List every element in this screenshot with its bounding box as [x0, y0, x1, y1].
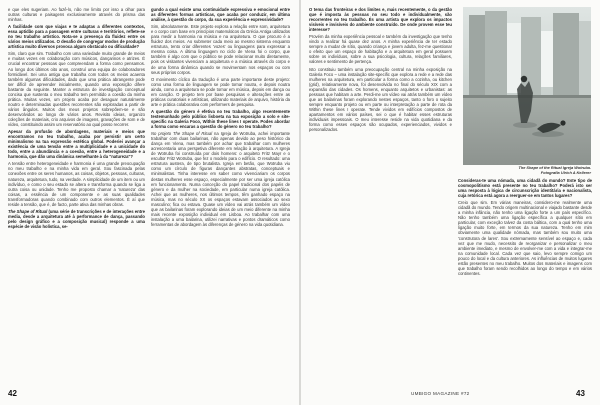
page-number-left: 42	[8, 389, 17, 398]
left-page	[0, 0, 299, 405]
page-number-right: 43	[576, 389, 585, 398]
right-page-column-2	[458, 178, 592, 380]
interview-question: A questão do género é efetiva no teu trabalho, algo recentemente testemunhado pelo público lisboeta na tua exposição a solo e site-specific na Galeria Foco, Within these lines I operate. Podes abordar a forma como encaras a questão do género no teu trabalho?	[151, 108, 290, 130]
paragraph-text: (uma série de transcrições e de interações entre media, desde a arquitetura até à performance de dança, passando pelo design gráfico e a composição musical) responde a uma espécie de visão holística, se-	[8, 208, 145, 229]
interview-answer: A tensão entre heterogeneidade e harmonia é uma grande preocupação no meu trabalho e na minha vida em geral. Sou fascinada pelas conexões entre os seres humanos, as coisas, objetos, pessoas, culturas, natureza, arquitetura, tudo, na verdade. A simplicidade de um item ou um indivíduo, e como o seu estado se altera e transforma quando se liga a outra coisa ou unidade. Tenho me proposto chamar a 'natureza' das coisas, a essência de um componente e as suas qualidades transformadoras quando combinado com outros elementos. É aí que reside a tensão, que é, de facto, parte ativa das minhas obras.	[8, 161, 145, 207]
paragraph-with-italic-lead	[8, 209, 145, 229]
caption-credit: Fotografia Ulrich A Kellerer	[540, 169, 591, 175]
paragraph-text: na Igreja de Wotruba, achei importante trabalhar com duas bailarinas, não apenas devido ao peso histórico da dança em Viena, mas também por achar que trabalhar com mulheres acrescentaria uma perspetiva diferente em relação à arquitetura. A Igreja de Wotruba foi construída por dois homens: o arquiteto Fritz Mayr e o escultor Fritz Wotruba, que fez o modelo para o edifício. O resultado: uma estrutura austera, de tipo brutalista. Igreja em betão, que Wotruba viu como um círculo de figuras dançantes abstratas, conceptuais e minimalistas. Tinha interesse em saber como vivenciariam os corpos destas mulheres esse espaço, especialmente por ser uma igreja católica em funcionamento. Numa conceção do papel tradicional dos papéis de género e da mulher na sociedade, em particular numa igreja católica. Achei que as mulheres, nos últimos tempos, têm ganhado espaço na música, mas no século XX os espaços estavam associados ao sexo masculino; fica ou estava. Quase um vídeo vai atrás também um vídeo que as bailarinas foram explorando ideias de um meio diferente na minha mais recente exposição individual em Lisboa. Ao trabalhar com uma instalação a uma bailarina, utilizei narrativas e pontos dramáticos como ferramentas de abordagem às diferenças de género na vida quotidiana.	[151, 131, 290, 227]
interview-question: gundo a qual existe uma continuidade expressiva e emocional entre as diferentes formas artísticas, que acaba por conduzir, em última análise, à questão do corpo, da sua experiência e expressividade?	[151, 7, 290, 23]
interview-answer: Provém da minha experiência pessoal e também da investigação que tenho vindo a realizar há quase dez anos. A minha experiência de ter estado sempre a mudar de sítio, quando criança e jovem adulta, fez-me questionar o efeito que um espaço de habitação e a arquitetura em geral possuem sobre os indivíduos, sobre a sua psicologia, cultura, relações familiares, valores e sentimento de pertença.	[309, 34, 452, 65]
interview-question: A facilidade com que viajas e te adaptas a diferentes contextos, essa aptidão para a passagem entre culturas e territórios, reflete-se no teu trabalho artístico. Nota-se a presença da fluidez entre os vários meios utilizados. O desafio de congregar modos de produção artística muito diversos provoca algum obstáculo ou dificuldade?	[8, 24, 145, 50]
photo-caption	[463, 166, 591, 175]
italic-title: No projeto The Shape of Ritual	[151, 131, 213, 137]
magazine-footer: UMBIGO MAGAZINE #72	[411, 391, 470, 396]
caption-title: The Shape of the Ritual Igreja Wotruba.	[518, 165, 591, 170]
interview-answer: e que eles sugeriam. Ao fazê-lo, não me limito por isso a olhar para outras culturas e paisagens exclusivamente através do prisma das minhas.	[8, 7, 145, 23]
paragraph-with-italic-lead	[151, 131, 290, 227]
photo-church-interior	[463, 7, 591, 165]
right-page	[301, 0, 600, 405]
interview-question: Apesar da profusão de abordagens, materiais e meios que encontramos no teu trabalho, acaba por persistir um certo minimalismo na tua expressão estética global. Poderiei avançar a existência de uma tensão entre a multiplicidade e a unicidade do todo, entre a abundância e a coesão, entre a heterogeneidade e a harmonia, que dão uma dinâmica semelhante à da "natureza"?	[8, 129, 145, 160]
left-page-column-1	[8, 7, 145, 380]
right-page-column-1	[309, 7, 452, 380]
interview-question: Consideras-te uma nómada, uma cidadã do mundo? Este tipo de cosmopolitismo está presente no teu trabalho? Poderá isto ser uma resposta à lógica de circunscrição identitária e nacionalista, cuja retórica está agora a reerguer-se em tantos lugares?	[458, 178, 592, 199]
italic-title: The Shape of Ritual	[8, 208, 48, 214]
left-page-column-2	[151, 7, 290, 380]
interview-answer: Sim, claro que sim. Trabalho com uma variedade muito grande de meios e muitas vezes em colaboração com músicos, dançarinos e atrizes. É crucial encontrar pessoas que compreendam a forma como pensamos. Ao longo dos últimos oito anos, construí uma equipa de colaboradores formidável. Sei uma antiga que trabalha com todos os meios acaenta também algumas dificuldades, dado que uma prática abrangente pode ser difícil de apreender inicialmente, quando uma exposição difere bastante da seguinte. Manter a estrutura de investigação conceptual concisa que sustenta o meu trabalho tem permitido a coesão da minha prática. Muitas vezes, um projeto acaba por desaguar naturalmente noutro e determinadas questões recorrentes são exploradas a partir de vários ângulos. Muitos dos meus projetos sobrepõem-se e são desenvolvidos ao longo de vários anos. Revisito ideias, organizo coleções de materiais, crio arquivos de imagens, gravações de som e de vídeo, constituindo assim um reservatório ao qual posso recorrer.	[8, 51, 145, 128]
interview-answer: Isto constituiu também uma preocupação central na minha exposição na Galeria Foco – uma instalação site-specific que explora a rede e a rede das mulheres na arquitetura, em particular a forma como a cozinha, ou kitchen (grid), relativamente nova, foi desenvolvida no final do século XIX com a expansão das cidades. Os homens, enquanto arquitetos e urbanistas: as pessoas que habitam a arte. Perdi-me um vídeo vai atrás também um vídeo que as bailarinas foram explorando nestes espaços, tanto o foro o sujeito sempre enquanto projeto ou em parte ou interpretação a parte de rota da Within these lines I operate. Tende vividos em edifícios compostos de apartamentos em vários países, sei o que é habitar esses estruturas individuais impessoais. O meu interesse reside na vida quotidiana e da forma como esses espaços são ocupados, experienciados, vividos e personalizados.	[309, 66, 452, 133]
interview-question: O tema das fronteiras e dos limites e, mais recentemente, o da gestão que é imposta às pessoas no seu todo e individualmente, são recorrentes no teu trabalho. És uma artista que explora os impactos visíveis e invisíveis do ambiente construído. De onde provem esse teu interesse?	[309, 7, 452, 33]
interview-answer: Creio que sim. Em várias maneiras, considero-me realmente uma cidadã do mundo. Tendo origem multinacional e viajado bastante desde a minha infância, não tenho uma ligação forte a um país específico. Não tenho também uma ligação específica a qualquer sítio em particular, com exceção talvez da costa báltica, com a qual tenho uma ligação muito forte, em termos da sua natureza. Tenho em mim obviamente uma qualidade nómada, mas também sou muito uma 'construtora de lares'. Sou extremamente sensível ao espaço e, cada vez que me mudo, necessito de reorganizar e personalizar o meu ambiente imediato, e mesmo de envolver-me com a vida e integrar-me na comunidade local. Cada vez que saio, levo sempre comigo um pouco do local e da cultura anteriores. As influências de muitos lugares estão presentes no meu trabalho. Muitos dos materiais e imagens com que trabalho foram sendo recolhidos ao longo do tempo e em vários continentes.	[458, 200, 592, 276]
interview-answer: O movimento cíclico da tradução é uma parte importante deste projeto: como uma forma de linguagem se pode tornar noutra, e depois noutra ainda, como a arquitetura se pode tornar em música, depois em dança ou em canção. O projeto tem por base pesquisas e alterações entre as práticas curatoriais e artísticas, utilizando materiais de arquivo, história da arte e prática colaborativa com performers de pesquisa.	[151, 76, 290, 107]
interview-answer: Sim, absolutamente. Este projeto explora a relação entre som, arquitetura e o corpo com base em princípios matemáticos da Grécia Antiga utilizados para medir a harmonia na música e na arquitetura. O que procuro é a fluidez dos meios. Ao submeter cada meio ao mesmo sistema enquanto estrutura, tento criar diferentes 'vozes' ou linguagens para expressar a mesma coisa. A última linguagem no ciclo de Viena foi o corpo, que também é algo com que o público se pode relacionar muito diretamente, pois os visitantes vivenciam a arquitetura e a música através do corpo e de uma forma dinâmica quando se movimentam nos espaços ou com seus próprios corpos.	[151, 24, 290, 75]
